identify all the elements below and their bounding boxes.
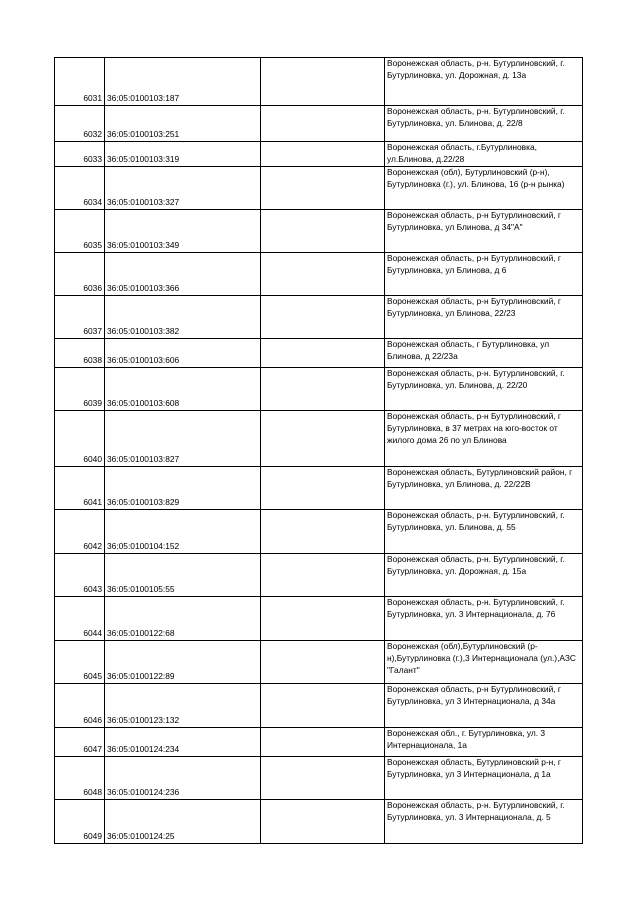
- cadastral-number-cell: 36:05:0100103:327: [105, 167, 261, 210]
- empty-cell: [261, 728, 385, 757]
- row-number-cell: 6039: [55, 368, 105, 411]
- table-row: [55, 296, 583, 339]
- address-cell: Воронежская обл., г. Бутурлиновка, ул. 3 Интернационала, 1а: [385, 728, 583, 757]
- cadastral-number-cell: 36:05:0100103:827: [105, 411, 261, 467]
- empty-cell: [261, 554, 385, 597]
- empty-cell: [261, 684, 385, 728]
- table-row: [55, 339, 583, 368]
- cadastral-number-cell: 36:05:0100124:25: [105, 800, 261, 844]
- empty-cell: [261, 800, 385, 844]
- cadastral-number-cell: 36:05:0100123:132: [105, 684, 261, 728]
- address-cell: Воронежская область, р-н. Бутурлиновский, г. Бутурлиновка, ул. Дорожная, д. 15а: [385, 554, 583, 597]
- address-cell: Воронежская область, р-н Бутурлиновский, г Бутурлиновка, в 37 метрах на юго-восток от жилого дома 26 по ул Блинова: [385, 411, 583, 467]
- table-row: [55, 58, 583, 106]
- document-page: [54, 57, 582, 844]
- cadastral-number-cell: 36:05:0100124:234: [105, 728, 261, 757]
- table-row: [55, 142, 583, 167]
- address-cell: Воронежская (обл),Бутурлиновский (р-н),Бутурлиновка (г.),3 Интернационала (ул.),АЗС "Галант": [385, 641, 583, 684]
- cadastral-number-cell: 36:05:0100103:366: [105, 253, 261, 296]
- table-row: [55, 411, 583, 467]
- address-cell: Воронежская область, г.Бутурлиновка, ул.Блинова, д.22/28: [385, 142, 583, 167]
- address-cell: Воронежская область, Бутурлиновский р-н, г Бутурлиновка, ул 3 Интернационала, д 1а: [385, 757, 583, 800]
- empty-cell: [261, 368, 385, 411]
- address-cell: Воронежская область, р-н. Бутурлиновский, г. Бутурлиновка, ул. Дорожная, д. 13а: [385, 58, 583, 106]
- address-cell: Воронежская область, р-н Бутурлиновский, г Бутурлиновка, ул Блинова, 22/23: [385, 296, 583, 339]
- address-cell: Воронежская (обл), Бутурлиновский (р-н), Бутурлиновка (г.), ул. Блинова, 16 (р-н рынка): [385, 167, 583, 210]
- table-row: [55, 167, 583, 210]
- empty-cell: [261, 253, 385, 296]
- empty-cell: [261, 339, 385, 368]
- table-body: [55, 58, 583, 844]
- row-number-cell: 6049: [55, 800, 105, 844]
- table-row: [55, 800, 583, 844]
- cadastral-number-cell: 36:05:0100103:349: [105, 210, 261, 253]
- cadastral-number-cell: 36:05:0100103:829: [105, 467, 261, 510]
- cadastral-number-cell: 36:05:0100103:187: [105, 58, 261, 106]
- cadastral-number-cell: 36:05:0100103:319: [105, 142, 261, 167]
- row-number-cell: 6044: [55, 597, 105, 641]
- cadastral-number-cell: 36:05:0100105:55: [105, 554, 261, 597]
- empty-cell: [261, 641, 385, 684]
- row-number-cell: 6041: [55, 467, 105, 510]
- empty-cell: [261, 210, 385, 253]
- address-cell: Воронежская область, г Бутурлиновка, ул Блинова, д 22/23а: [385, 339, 583, 368]
- row-number-cell: 6047: [55, 728, 105, 757]
- address-cell: Воронежская область, р-н Бутурлиновский, г Бутурлиновка, ул Блинова, д 6: [385, 253, 583, 296]
- table-row: [55, 106, 583, 142]
- address-cell: Воронежская область, р-н Бутурлиновский, г Бутурлиновка, ул 3 Интернационала, д 34а: [385, 684, 583, 728]
- table-row: [55, 368, 583, 411]
- table-row: [55, 510, 583, 554]
- row-number-cell: 6035: [55, 210, 105, 253]
- row-number-cell: 6031: [55, 58, 105, 106]
- cadastral-number-cell: 36:05:0100103:608: [105, 368, 261, 411]
- empty-cell: [261, 597, 385, 641]
- cadastral-number-cell: 36:05:0100122:68: [105, 597, 261, 641]
- table-row: [55, 467, 583, 510]
- table-row: [55, 728, 583, 757]
- row-number-cell: 6043: [55, 554, 105, 597]
- table-row: [55, 210, 583, 253]
- row-number-cell: 6040: [55, 411, 105, 467]
- row-number-cell: 6042: [55, 510, 105, 554]
- address-cell: Воронежская область, р-н. Бутурлиновский, г. Бутурлиновка, ул. Блинова, д. 22/20: [385, 368, 583, 411]
- row-number-cell: 6048: [55, 757, 105, 800]
- table-row: [55, 597, 583, 641]
- cadastral-number-cell: 36:05:0100104:152: [105, 510, 261, 554]
- cadastral-number-cell: 36:05:0100122:89: [105, 641, 261, 684]
- row-number-cell: 6036: [55, 253, 105, 296]
- empty-cell: [261, 510, 385, 554]
- empty-cell: [261, 58, 385, 106]
- empty-cell: [261, 106, 385, 142]
- row-number-cell: 6037: [55, 296, 105, 339]
- row-number-cell: 6033: [55, 142, 105, 167]
- empty-cell: [261, 411, 385, 467]
- row-number-cell: 6046: [55, 684, 105, 728]
- empty-cell: [261, 142, 385, 167]
- empty-cell: [261, 757, 385, 800]
- address-cell: Воронежская область, р-н. Бутурлиновский, г. Бутурлиновка, ул. 3 Интернационала, д. 76: [385, 597, 583, 641]
- table-row: [55, 554, 583, 597]
- address-cell: Воронежская область, Бутурлиновский район, г Бутурлиновка, ул Блинова, д. 22/22В: [385, 467, 583, 510]
- table-row: [55, 641, 583, 684]
- empty-cell: [261, 296, 385, 339]
- empty-cell: [261, 467, 385, 510]
- cadastral-number-cell: 36:05:0100124:236: [105, 757, 261, 800]
- cadastral-number-cell: 36:05:0100103:251: [105, 106, 261, 142]
- cadastral-number-cell: 36:05:0100103:382: [105, 296, 261, 339]
- row-number-cell: 6045: [55, 641, 105, 684]
- table-row: [55, 253, 583, 296]
- row-number-cell: 6034: [55, 167, 105, 210]
- address-cell: Воронежская область, р-н. Бутурлиновский, г. Бутурлиновка, ул. Блинова, д. 22/8: [385, 106, 583, 142]
- address-cell: Воронежская область, р-н. Бутурлиновский, г. Бутурлиновка, ул. Блинова, д. 55: [385, 510, 583, 554]
- row-number-cell: 6038: [55, 339, 105, 368]
- table-row: [55, 757, 583, 800]
- row-number-cell: 6032: [55, 106, 105, 142]
- cadastral-table: [54, 57, 583, 844]
- empty-cell: [261, 167, 385, 210]
- address-cell: Воронежская область, р-н. Бутурлиновский, г. Бутурлиновка, ул. 3 Интернационала, д. 5: [385, 800, 583, 844]
- cadastral-number-cell: 36:05:0100103:606: [105, 339, 261, 368]
- address-cell: Воронежская область, р-н Бутурлиновский, г Бутурлиновка, ул Блинова, д 34"А": [385, 210, 583, 253]
- table-row: [55, 684, 583, 728]
